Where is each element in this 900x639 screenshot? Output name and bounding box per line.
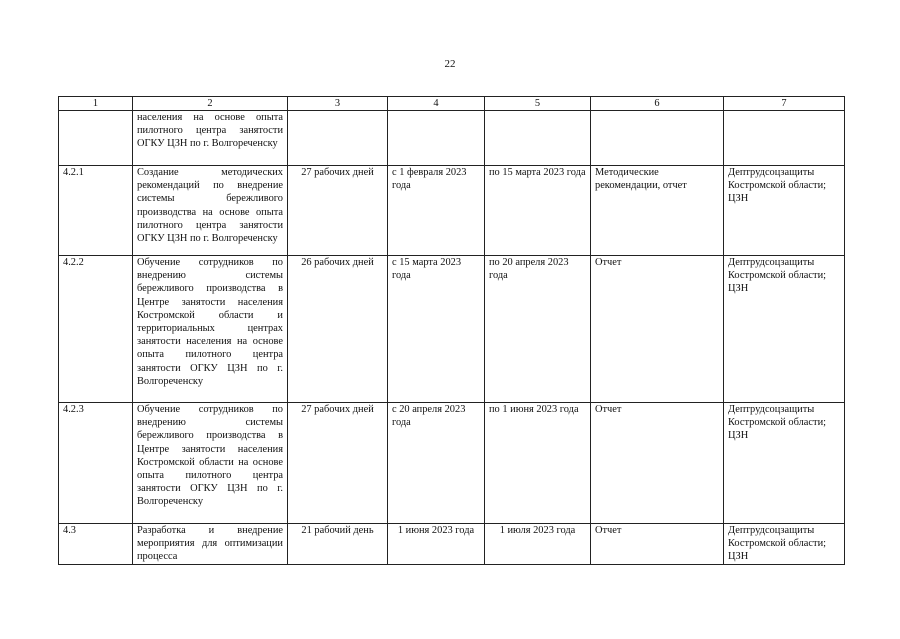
- column-header-6: 6: [591, 97, 724, 111]
- responsible: Дептрудсоцзащиты Костромской области; ЦЗН: [724, 524, 845, 565]
- table-row: [59, 256, 845, 403]
- result: Отчет: [591, 403, 724, 524]
- row-number: 4.2.3: [59, 403, 133, 524]
- responsible: Дептрудсоцзащиты Костромской области; ЦЗН: [724, 256, 845, 403]
- result: Отчет: [591, 524, 724, 565]
- start-date: с 1 февраля 2023 года: [388, 166, 485, 256]
- plan-table: [58, 96, 845, 565]
- activity-name: Создание методических рекомендаций по внедрение системы бережливого производства на основе опыта пилотного центра занятости ОГКУ ЦЗН по г. Волгореченску: [133, 166, 288, 256]
- responsible: Дептрудсоцзащиты Костромской области; ЦЗН: [724, 403, 845, 524]
- activity-name: населения на основе опыта пилотного центра занятости ОГКУ ЦЗН по г. Волгореченску: [133, 111, 288, 166]
- column-header-3: 3: [288, 97, 388, 111]
- table-row: [59, 403, 845, 524]
- column-header-4: 4: [388, 97, 485, 111]
- start-date: с 15 марта 2023 года: [388, 256, 485, 403]
- table-row: [59, 111, 845, 166]
- row-number: 4.3: [59, 524, 133, 565]
- page-number: 22: [444, 58, 456, 70]
- responsible: [724, 111, 845, 166]
- start-date: 1 июня 2023 года: [388, 524, 485, 565]
- end-date: по 20 апреля 2023 года: [485, 256, 591, 403]
- activity-name: Обучение сотрудников по внедрению системы бережливого производства в Центре занятости населения Костромской области на основе опыта пилотного центра занятости ОГКУ ЦЗН по г. Волгореченску: [133, 403, 288, 524]
- end-date: 1 июля 2023 года: [485, 524, 591, 565]
- activity-name: Разработка и внедрение мероприятия для оптимизации процесса: [133, 524, 288, 565]
- row-number: [59, 111, 133, 166]
- table-header-row: [59, 97, 845, 111]
- end-date: [485, 111, 591, 166]
- result: [591, 111, 724, 166]
- column-header-7: 7: [724, 97, 845, 111]
- duration: [288, 111, 388, 166]
- end-date: по 15 марта 2023 года: [485, 166, 591, 256]
- duration: 26 рабочих дней: [288, 256, 388, 403]
- duration: 27 рабочих дней: [288, 166, 388, 256]
- start-date: [388, 111, 485, 166]
- start-date: с 20 апреля 2023 года: [388, 403, 485, 524]
- result: Методические рекомендации, отчет: [591, 166, 724, 256]
- column-header-5: 5: [485, 97, 591, 111]
- responsible: Дептрудсоцзащиты Костромской области; ЦЗН: [724, 166, 845, 256]
- duration: 27 рабочих дней: [288, 403, 388, 524]
- table-row: [59, 166, 845, 256]
- duration: 21 рабочий день: [288, 524, 388, 565]
- result: Отчет: [591, 256, 724, 403]
- column-header-2: 2: [133, 97, 288, 111]
- table-row: [59, 524, 845, 565]
- activity-name: Обучение сотрудников по внедрению системы бережливого производства в Центре занятости населения Костромской области и территориальных центрах занятости населения на основе опыта пилотного центра занятости ОГКУ ЦЗН по г. Волгореченску: [133, 256, 288, 403]
- end-date: по 1 июня 2023 года: [485, 403, 591, 524]
- row-number: 4.2.2: [59, 256, 133, 403]
- row-number: 4.2.1: [59, 166, 133, 256]
- column-header-1: 1: [59, 97, 133, 111]
